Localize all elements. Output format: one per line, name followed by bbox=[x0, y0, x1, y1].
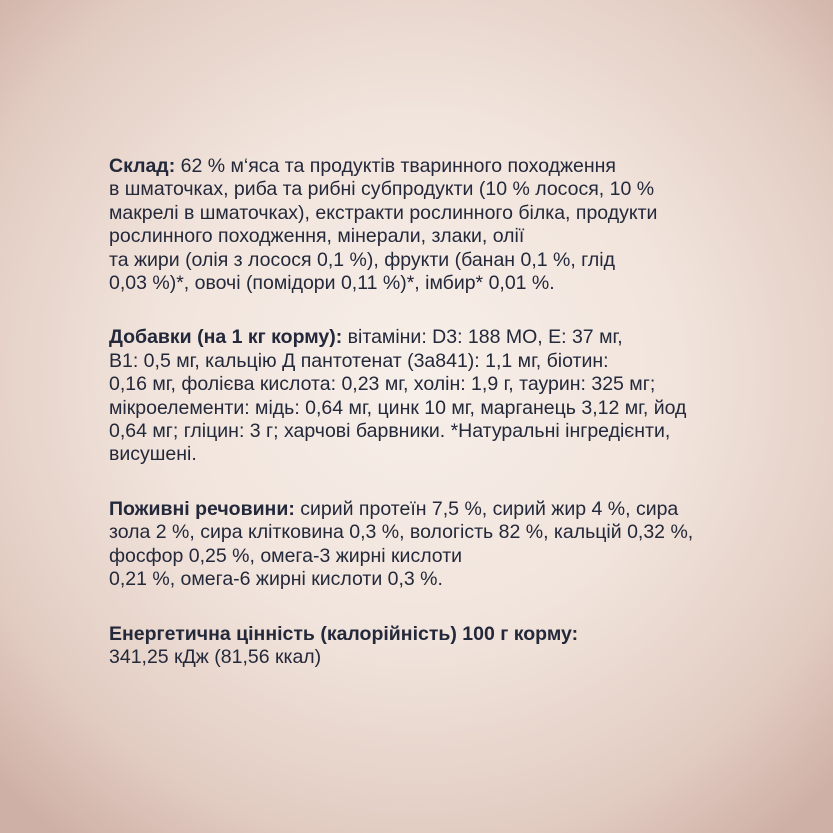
nutrients-line-3: фосфор 0,25 %, омега-3 жирні кислоти bbox=[109, 544, 463, 567]
composition-line-1: Склад: 62 % м‘яса та продуктів тваринного походження bbox=[109, 155, 616, 177]
additives-line-2: В1: 0,5 мг, кальцію Д пантотенат (3а841): 1,1 мг, біотин: bbox=[109, 349, 609, 372]
additives-label: Добавки (на 1 кг корму): bbox=[109, 326, 343, 349]
composition-line-4: рослинного походження, мінерали, злаки, олії bbox=[109, 225, 525, 248]
nutrients-line-4: 0,21 %, омега-6 жирні кислоти 0,3 %. bbox=[109, 568, 443, 591]
composition-line-6: 0,03 %)*, овочі (помідори 0,11 %)*, імбир* 0,01 %. bbox=[109, 272, 555, 295]
composition-section bbox=[109, 155, 749, 295]
composition-line-5: та жири (олія з лосося 0,1 %), фрукти (банан 0,1 %, глід bbox=[109, 248, 615, 271]
composition-label: Склад: bbox=[109, 155, 176, 177]
energy-section bbox=[109, 623, 749, 670]
additives-line-4: мікроелементи: мідь: 0,64 мг, цинк 10 мг, марганець 3,12 мг, йод bbox=[109, 396, 687, 419]
nutrients-section bbox=[109, 498, 749, 592]
energy-value: 341,25 кДж (81,56 ккал) bbox=[109, 645, 322, 668]
ingredients-document bbox=[109, 155, 749, 700]
composition-line-2: в шматочках, риба та рибні субпродукти (10 % лосося, 10 % bbox=[109, 178, 655, 201]
additives-section bbox=[109, 326, 749, 466]
additives-line-1: Добавки (на 1 кг корму): вітаміни: D3: 188 МО, Е: 37 мг, bbox=[109, 326, 623, 349]
composition-line-3: макрелі в шматочках), екстракти рослинного білка, продукти bbox=[109, 201, 658, 224]
additives-line-6: висушені. bbox=[109, 443, 197, 466]
additives-line-5: 0,64 мг; гліцин: 3 г; харчові барвники. *Натуральні інгредієнти, bbox=[109, 420, 671, 443]
nutrients-line-2: зола 2 %, сира клітковина 0,3 %, вологість 82 %, кальцій 0,32 %, bbox=[109, 521, 694, 544]
energy-label: Енергетична цінність (калорійність) 100 г корму: bbox=[109, 622, 579, 645]
nutrients-label: Поживні речовини: bbox=[109, 497, 295, 520]
additives-line-3: 0,16 мг, фолієва кислота: 0,23 мг, холін: 1,9 г, таурин: 325 мг; bbox=[109, 373, 656, 396]
nutrients-line-1: Поживні речовини: сирий протеїн 7,5 %, сирий жир 4 %, сира bbox=[109, 497, 679, 520]
